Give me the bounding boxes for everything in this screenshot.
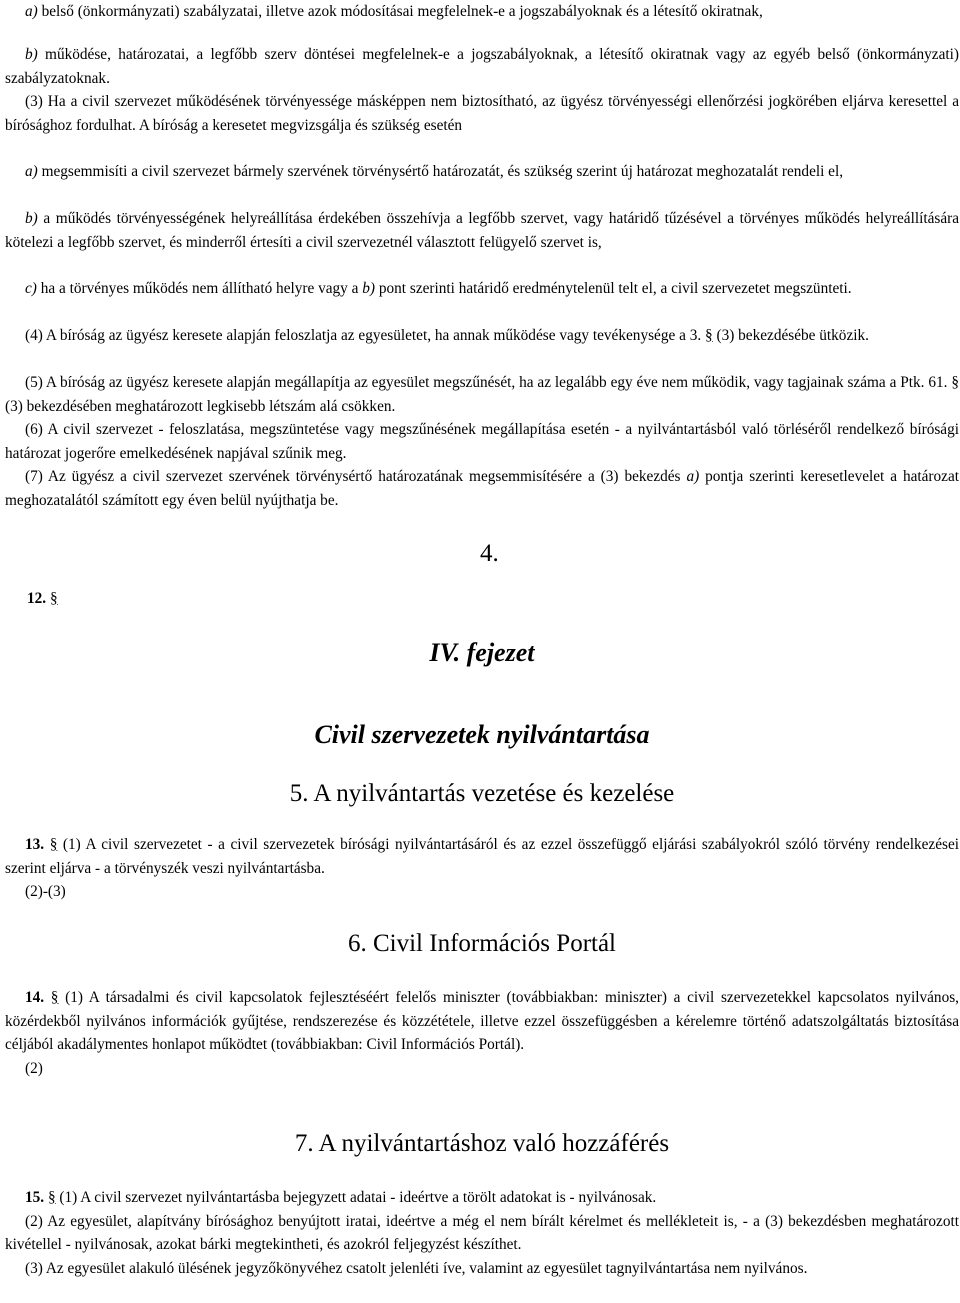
- paragraph-3: [5, 90, 959, 137]
- paragraph-text: (2) Az egyesület, alapítvány bírósághoz benyújtott iratai, ideértve a még el nem bírált kérelmet és mellékleteit is, - a (3) bekezdésben meghatározott kivétellel - nyilvánosak, azokat bárki megtekintheti, és azokról feljegyzést készíthet.: [5, 1212, 959, 1253]
- paragraph-text: (1) A civil szervezetet - a civil szervezetek bírósági nyilvántartásáról és az ezzel összefüggő eljárási szabályokról szóló törvény rendelkezései szerint eljárva - a törvényszék veszi nyilvántartásba.: [5, 836, 959, 877]
- paragraph-text: (6) A civil szervezet - feloszlatása, megszüntetése vagy megszűnésének megállapítása esetén - a nyilvántartásból való törléséről rendelkező bírósági határozat jogerőre emelkedésének napjával szűnik meg.: [5, 421, 959, 462]
- paragraph-3b: [5, 207, 959, 254]
- paragraph-text: (3) Az egyesület alakuló ülésének jegyzőkönyvéhez csatolt jelenléti íve, valamint az egyesület tagnyilvántartása nem nyilvános.: [25, 1259, 808, 1277]
- section-sign: §: [705, 327, 713, 344]
- item-label: b): [25, 210, 38, 227]
- section-12-heading: [27, 590, 58, 608]
- item-label: c): [25, 280, 37, 297]
- paragraph-text: belső (önkormányzati) szabályzatai, illetve azok módosításai megfelelnek-e a jogszabályoknak és a létesítő okiratnak,: [37, 3, 763, 20]
- paragraph-6: [5, 418, 959, 465]
- paragraph-text: (7) Az ügyész a civil szervezet szervének törvénysértő határozatának megsemmisítésére a (3) bekezdés: [25, 468, 687, 485]
- paragraph-7: [5, 465, 959, 512]
- paragraph-3a: [5, 160, 959, 184]
- paragraph-5: [5, 371, 959, 418]
- section-15: [5, 1186, 959, 1280]
- section-number: 14.: [25, 989, 45, 1006]
- paragraph-text: (3) Ha a civil szervezet működésének törvényessége másképpen nem biztosítható, az ügyész törvényességi ellenőrzési jogkörében eljárva keresettel a bírósághoz fordulhat. A bíróság a keresetet megvizsgálja és szükség esetén: [5, 93, 959, 134]
- chapter-title: Civil szervezetek nyilvántartása: [314, 720, 650, 749]
- cross-reference: a): [686, 468, 700, 485]
- chapter-heading: IV. fejezet: [429, 638, 535, 667]
- paragraph-text: (1) A civil szervezet nyilvántartásba bejegyzett adatai - ideértve a törölt adatokat is - nyilvánosak.: [55, 1189, 657, 1206]
- paragraph-text: (5) A bíróság az ügyész keresete alapján megállapítja az egyesület megszűnését, ha az legalább egy éve nem működik, vagy tagjainak száma a Ptk. 61. § (3) bekezdésében meghatározott legkisebb létszám alá csökken.: [5, 374, 959, 415]
- paragraph-text: működése, határozatai, a legfőbb szerv döntései megfelelnek-e a jogszabályoknak, a létesítő okiratnak vagy az egyéb belső (önkormányzati) szabályzatoknak.: [5, 46, 959, 87]
- item-label: b): [25, 46, 38, 63]
- paragraph-text: (4) A bíróság az ügyész keresete alapján feloszlatja az egyesületet, ha annak működése vagy tevékenysége a 3.: [25, 327, 706, 344]
- section-number: 12.: [27, 590, 47, 607]
- paragraph-4: [5, 324, 959, 348]
- item-label: a): [25, 163, 38, 180]
- part-number: 4.: [480, 540, 499, 567]
- subheading-7: 7. A nyilvántartáshoz való hozzáférés: [294, 1130, 670, 1157]
- section-sign: §: [47, 1189, 56, 1206]
- paragraph-text: pont szerinti határidő eredménytelenül telt el, a civil szervezetet megszünteti.: [375, 280, 852, 297]
- subheading-5: 5. A nyilvántartás vezetése és kezelése: [289, 780, 675, 807]
- section-sign: §: [49, 836, 58, 853]
- section-number: 13.: [25, 836, 45, 853]
- paragraph-text: pontja szerinti keresetlevelet a határozat meghozatalától számított egy éven belül nyújthatja be.: [5, 468, 959, 509]
- paragraph-3c: [5, 277, 959, 301]
- section-number: 15.: [25, 1189, 45, 1206]
- section-sign: §: [49, 590, 58, 607]
- paragraph-text: ha a törvényes működés nem állítható helyre vagy a: [36, 280, 363, 297]
- paragraph-text: (1) A társadalmi és civil kapcsolatok fejlesztéséért felelős miniszter (továbbiakban: miniszter) a civil szervezetekkel kapcsolatos nyilvános, közérdekből nyilvános információk gyűjtése, rendszerezése és közzététele, illetve ezzel összefüggésben a kérelemre történő adatszolgáltatás biztosítása céljából akadálymentes honlapot működtet (továbbiakban: Civil Információs Portál).: [5, 989, 959, 1053]
- paragraph-text: (3) bekezdésébe ütközik.: [712, 327, 869, 344]
- item-label: a): [25, 3, 38, 20]
- paragraph-text: a működés törvényességének helyreállítása érdekében összehívja a legfőbb szervet, vagy határidő tűzésével a törvényes működés helyreállítására kötelezi a legfőbb szervet, és minderről értesíti a civil szervezetnél választott felügyelő szervet is,: [5, 210, 959, 251]
- section-14: [5, 986, 959, 1080]
- paragraph-text: (2): [25, 1059, 43, 1077]
- subheading-6: 6. Civil Információs Portál: [347, 930, 617, 957]
- paragraph-b-operation: [5, 43, 959, 90]
- paragraph-text: megsemmisíti a civil szervezet bármely szervének törvénysértő határozatát, és szükség szerint új határozat meghozatalát rendeli el,: [37, 163, 844, 180]
- paragraph-text: (2)-(3): [25, 883, 66, 900]
- cross-reference: b): [362, 280, 376, 297]
- section-sign: §: [50, 989, 59, 1006]
- section-13: [5, 833, 959, 904]
- paragraph-a-bylaws: [5, 0, 959, 24]
